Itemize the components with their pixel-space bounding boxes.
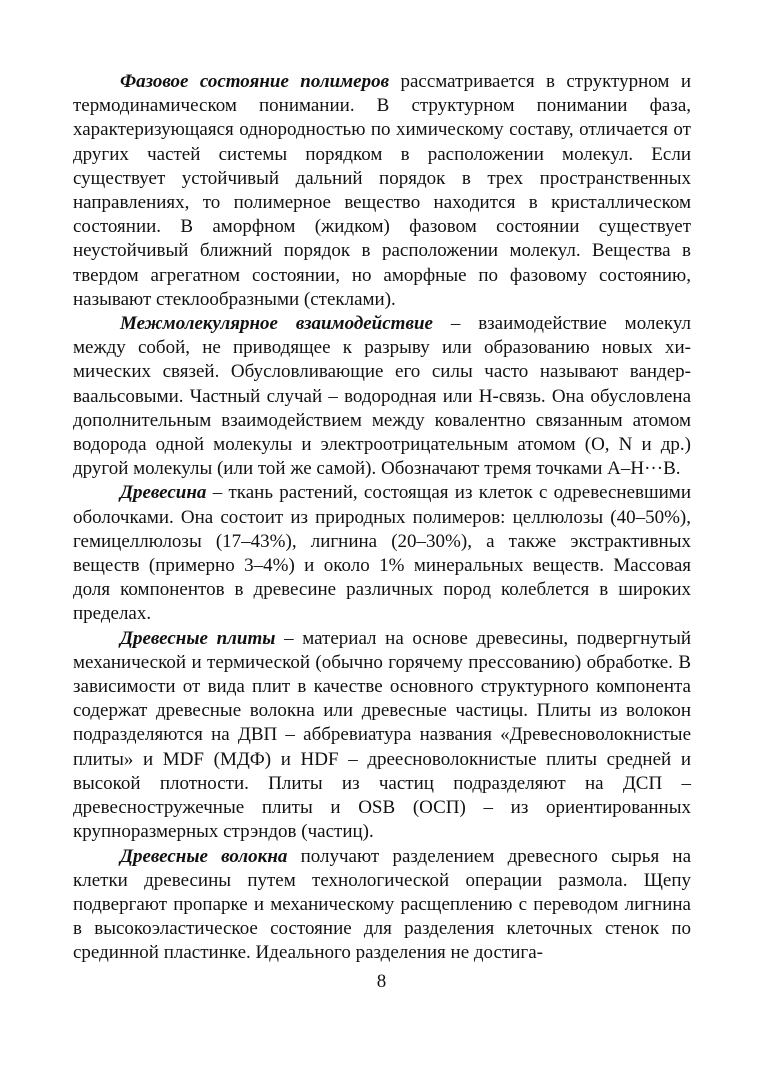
document-page [73, 70, 691, 966]
paragraph-text: рассматривается в структурном и термодинамическом понимании. В структурном понимании фаза, характеризующаяся однородностью по химическому составу, отличается от других частей системы порядком в расположении молекул. Если существует устойчивый дальний порядок в трех пространственных направлениях, то полимерное вещество находится в кристаллическом состоянии. В аморфном (жидком) фазовом состоянии существует неустойчивый ближний порядок в расположении молекул. Вещества в твердом агрегатном состоянии, но аморфные по фазовому состоянию, называют стеклообразными (стеклами). [73, 71, 691, 310]
term-intermolecular: Межмолекулярное взаимодействие [120, 313, 433, 335]
paragraph-wood [73, 481, 691, 626]
term-wood: Древесина [120, 482, 207, 504]
paragraph-text: получают разделением древесного сырья на клетки древесины путем технологической операции размола. Щепу подвергают пропарке и механическому расщеплению с переводом лигнина в высокоэластическое состояние для разделения клеточных стенок по срединной пластинке. Идеального разделения не достига- [73, 845, 691, 964]
paragraph-phase-state [73, 70, 691, 312]
page-number: 8 [376, 971, 387, 992]
paragraph-text: – ткань растений, состоящая из клеток с одревесневшими оболочками. Она состоит из природных полимеров: целлюлозы (40–50%), гемицеллюлозы (17–43%), лигнина (20–30%), а также экстрактивных веществ (примерно 3–4%) и около 1% минеральных веществ. Массовая доля компонентов в древесине различных пород колеблется в широких пределах. [73, 482, 691, 625]
term-phase-state: Фазовое состояние полимеров [120, 71, 390, 92]
term-wood-fibers: Древесные волокна [120, 845, 288, 867]
paragraph-text: – взаимодействие молекул между собой, не приводящее к разрыву или образованию новых химических связей. Обусловливающие его силы часто называют вандер-ваальсовыми. Частный случай – водородная или Н-связь. Она обусловлена дополнительным взаимодействием между ковалентно связанным атомом водорода одной молекулы и электроотрицательным атомом (O, N и др.) другой молекулы (или той же самой). Обозначают тремя точками А–Н···В. [73, 313, 691, 480]
paragraph-wood-fibers [73, 845, 691, 966]
paragraph-text: – материал на основе древесины, подвергнутый механической и термической (обычно горячему прессованию) обработке. В зависимости от вида плит в качестве основного структурного компонента содержат древесные волокна или древесные частицы. Плиты из волокон подразделяются на ДВП – аббревиатура названия «Древесноволокнистые плиты» и MDF (МДФ) и HDF – дреесноволокнистые плиты средней и высокой плотности. Плиты из частиц подразделяют на ДСП – древесностружечные плиты и OSB (ОСП) – из ориентированных крупноразмерных стрэндов (частиц). [73, 627, 691, 843]
paragraph-wood-boards [73, 627, 691, 845]
paragraph-intermolecular [73, 312, 691, 481]
term-wood-boards: Древесные плиты [120, 627, 276, 649]
